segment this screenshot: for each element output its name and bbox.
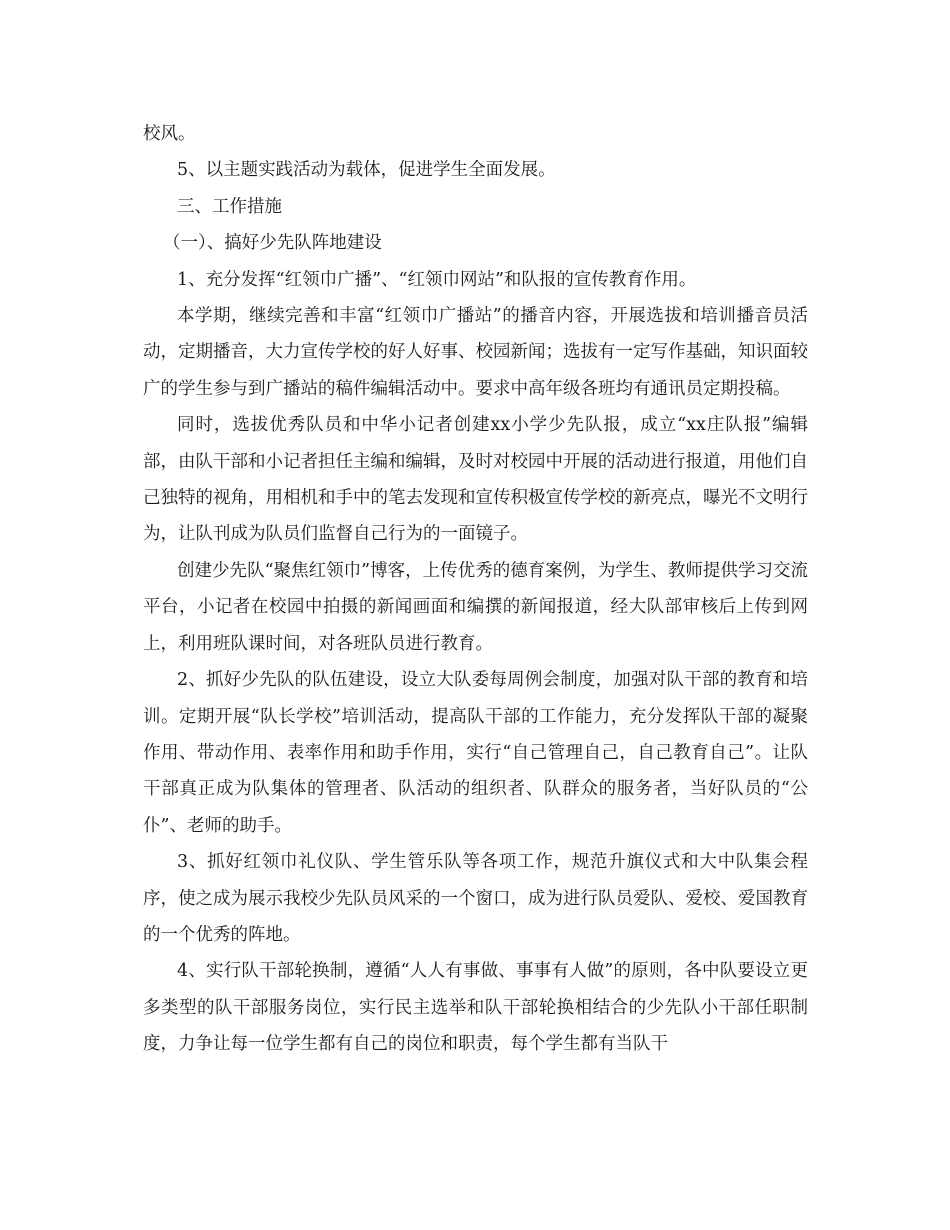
paragraph-continuation: 校风。	[143, 124, 196, 144]
paragraph-item-3: 3、抓好红领巾礼仪队、学生管乐队等各项工作，规范升旗仪式和大中队集会程序，使之成为展示我校少先队员风采的一个窗口，成为进行队员爱队、爱校、爱国教育的一个优秀的阵地。	[143, 852, 808, 945]
paragraph-item-2: 2、抓好少先队的队伍建设，设立大队委每周例会制度，加强对队干部的教育和培训。定期开展“队长学校”培训活动，提高队干部的工作能力，充分发挥队干部的凝聚作用、带动作用、表率作用和助手作用，实行“自己管理自己，自己教育自己”。让队干部真正成为队集体的管理者、队活动的组织者、队群众的服务者，当好队员的“公仆”、老师的助手。	[143, 670, 808, 836]
paragraph-item-4: 4、实行队干部轮换制，遵循“人人有事做、事事有人做”的原则，各中队要设立更多类型的队干部服务岗位，实行民主选举和队干部轮换相结合的少先队小干部任职制度，力争让每一位学生都有自己的岗位和职责，每个学生都有当队干	[143, 961, 808, 1055]
section-heading-work-measures: 三、工作措施	[177, 196, 282, 217]
document-body	[143, 116, 808, 1063]
paragraph-newspaper: 同时，选拔优秀队员和中华小记者创建xx小学少先队报，成立“xx庄队报”编辑部，由队干部和小记者担任主编和编辑，及时对校园中开展的活动进行报道，用他们自己独特的视角，用相机和手中的笔去发现和宣传积极宣传学校的新亮点，曝光不文明行为，让队刊成为队员们监督自己行为的一面镜子。	[143, 415, 808, 545]
subsection-heading-position-building: （一）、搞好少先队阵地建设	[163, 233, 382, 254]
paragraph-blog: 创建少先队“聚焦红领巾”博客，上传优秀的德育案例，为学生、教师提供学习交流平台，小记者在校园中拍摄的新闻画面和编撰的新闻报道，经大队部审核后上传到网上，利用班队课时间，对各班队员进行教育。	[143, 560, 808, 654]
paragraph-broadcast-station: 本学期，继续完善和丰富“红领巾广播站”的播音内容，开展选拔和培训播音员活动，定期播音，大力宣传学校的好人好事、校园新闻；选拔有一定写作基础，知识面较广的学生参与到广播站的稿件编辑活动中。要求中高年级各班均有通讯员定期投稿。	[143, 306, 808, 399]
paragraph-item-1: 1、充分发挥“红领巾广播”、“红领巾网站”和队报的宣传教育作用。	[177, 269, 697, 290]
paragraph-goal-5: 5、以主题实践活动为载体，促进学生全面发展。	[177, 160, 556, 181]
